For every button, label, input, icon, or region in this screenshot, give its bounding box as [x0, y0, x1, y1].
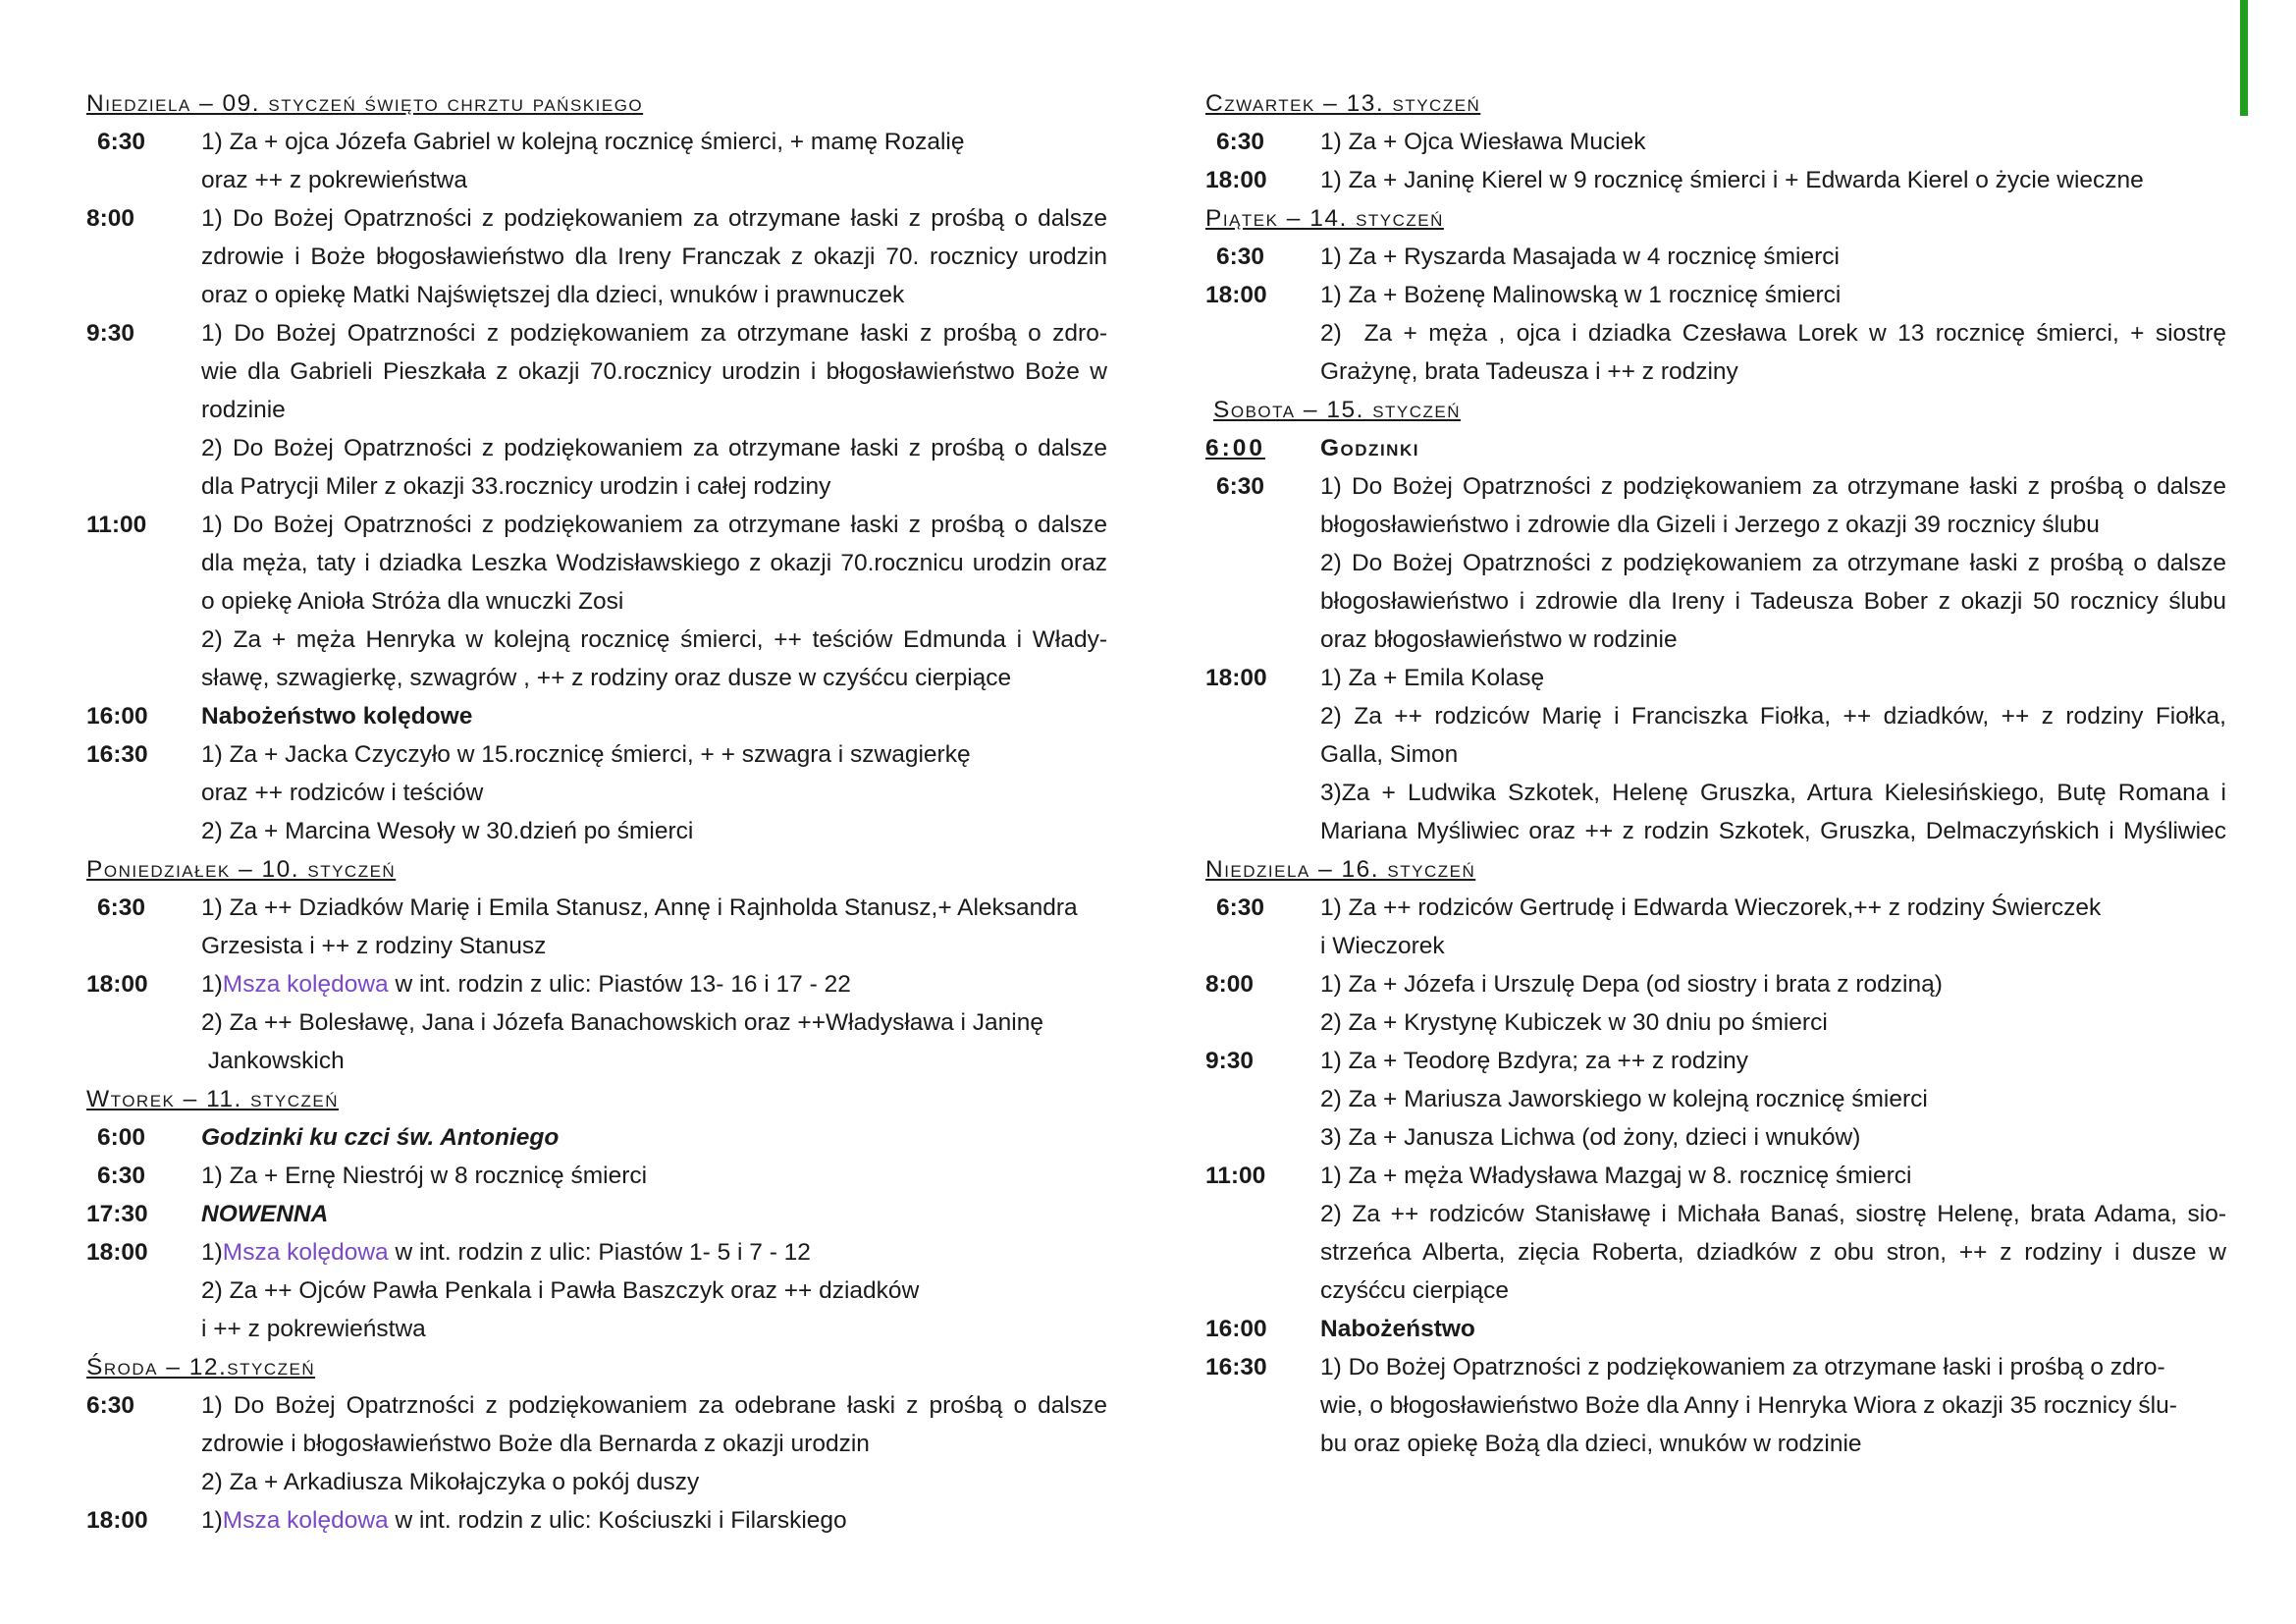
left-column: [86, 84, 1107, 1540]
right-column: [1205, 84, 2226, 1463]
intention-text: 1) Za + Emila Kolasę: [1320, 665, 1545, 691]
intention-text: 2) Za + Mariusza Jaworskiego w kolejną rocznicę śmierci: [1320, 1086, 1928, 1112]
mass-time: 18:00: [1205, 282, 1267, 308]
mass-time: 6:30: [1216, 473, 1265, 500]
intention-text: wie dla Gabrieli Pieszkała z okazji 70.rocznicy urodzin i błogosławieństwo Boże w: [201, 358, 1107, 385]
intention-text: 1)Msza kolędowa w int. rodzin z ulic: Piastów 13- 16 i 17 - 22: [201, 971, 851, 998]
service-text: NOWENNA: [201, 1201, 329, 1227]
mass-time: 18:00: [86, 971, 148, 998]
mass-time: 6:30: [1216, 894, 1265, 921]
mass-time: 16:00: [1205, 1316, 1267, 1342]
mass-time: 18:00: [86, 1507, 148, 1534]
intention-text: zdrowie i błogosławieństwo Boże dla Bernarda z okazji urodzin: [201, 1431, 870, 1457]
mass-time: 11:00: [1205, 1163, 1266, 1189]
intention-text: 1) Za + Teodorę Bzdyra; za ++ z rodziny: [1320, 1048, 1749, 1074]
mass-time: 6:30: [97, 129, 146, 155]
intention-text: 1) Za + Ojca Wiesława Muciek: [1320, 129, 1646, 155]
carol-mass-label: Msza kolędowa: [222, 971, 389, 998]
intention-text: Grażynę, brata Tadeusza i ++ z rodziny: [1320, 358, 1738, 385]
intention-text: i Wieczorek: [1320, 933, 1445, 959]
intention-text: i ++ z pokrewieństwa: [201, 1316, 426, 1342]
intention-text: oraz błogosławieństwo w rodzinie: [1320, 626, 1678, 653]
day-heading-wednesday-12: Środa – 12.styczeń: [86, 1354, 316, 1380]
day-heading-monday-10: Poniedziałek – 10. styczeń: [86, 856, 397, 883]
intention-text: 1)Msza kolędowa w int. rodzin z ulic: Piastów 1- 5 i 7 - 12: [201, 1239, 811, 1266]
service-text: Nabożeństwo kolędowe: [201, 703, 473, 730]
intention-text: 1) Do Bożej Opatrzności z podziękowaniem za odebrane łaski z prośbą o dalsze: [201, 1392, 1107, 1419]
carol-mass-label: Msza kolędowa: [222, 1239, 389, 1266]
intention-text: Mariana Myśliwiec oraz ++ z rodzin Szkotek, Gruszka, Delmaczyńskich i Myśliwiec: [1320, 818, 2226, 844]
intention-text: dla męża, taty i dziadka Leszka Wodzisławskiego z okazji 70.rocznicu urodzin oraz: [201, 550, 1107, 576]
intention-text: 2) Za + Krystynę Kubiczek w 30 dniu po śmierci: [1320, 1009, 1828, 1036]
mass-time: 6:00: [97, 1124, 146, 1151]
intention-text: 1) Za + Bożenę Malinowską w 1 rocznicę śmierci: [1320, 282, 1842, 308]
intention-text: 2) Za ++ rodziców Stanisławę i Michała Banaś, siostrę Helenę, brata Adama, sio-: [1320, 1201, 2226, 1227]
intention-text: bu oraz opiekę Bożą dla dzieci, wnuków w rodzinie: [1320, 1431, 1862, 1457]
mass-time: 6:30: [86, 1392, 135, 1419]
intention-text: 1) Za + Ryszarda Masajada w 4 rocznicę śmierci: [1320, 244, 1840, 270]
intention-text: sławę, szwagierkę, szwagrów , ++ z rodziny oraz dusze w czyśćcu cierpiące: [201, 665, 1012, 691]
intention-text: 1) Za + Jacka Czyczyło w 15.rocznicę śmierci, + + szwagra i szwagierkę: [201, 741, 971, 768]
mass-time: 6:30: [97, 1163, 146, 1189]
intention-text: czyśćcu cierpiące: [1320, 1277, 1509, 1304]
mass-time: 8:00: [1205, 971, 1255, 998]
intention-text: 2) Za ++ Ojców Pawła Penkala i Pawła Baszczyk oraz ++ dziadków: [201, 1277, 920, 1304]
service-text: Nabożeństwo: [1320, 1316, 1475, 1342]
intention-text: 3)Za + Ludwika Szkotek, Helenę Gruszka, Artura Kielesińskiego, Butę Romana i: [1320, 780, 2226, 806]
mass-time: 17:30: [86, 1201, 148, 1227]
intention-text: o opiekę Anioła Stróża dla wnuczki Zosi: [201, 588, 624, 615]
intention-text: błogosławieństwo i zdrowie dla Gizeli i Jerzego z okazji 39 rocznicy ślubu: [1320, 512, 2100, 538]
intention-text: rodzinie: [201, 397, 286, 423]
intention-text: 2) Do Bożej Opatrzności z podziękowaniem za otrzymane łaski z prośbą o dalsze: [201, 435, 1107, 461]
mass-time: 6:00: [1205, 435, 1266, 461]
intention-text: 1) Do Bożej Opatrzności z podziękowaniem za otrzymane łaski z prośbą o zdro-: [201, 320, 1107, 347]
service-text: Godzinki ku czci św. Antoniego: [201, 1124, 560, 1151]
day-heading-sunday-16: Niedziela – 16. styczeń: [1205, 856, 1476, 883]
intention-text: 1) Za ++ Dziadków Marię i Emila Stanusz, Annę i Rajnholda Stanusz,+ Aleksandra: [201, 894, 1078, 921]
intention-text: Grzesista i ++ z rodziny Stanusz: [201, 933, 547, 959]
intention-text: oraz o opiekę Matki Najświętszej dla dzieci, wnuków i prawnuczek: [201, 282, 905, 308]
mass-time: 6:30: [1216, 244, 1265, 270]
service-text: Godzinki: [1320, 435, 1419, 461]
carol-mass-label: Msza kolędowa: [222, 1507, 389, 1534]
intention-text: 1) Do Bożej Opatrzności z podziękowaniem za otrzymane łaski z prośbą o dalsze: [201, 205, 1107, 232]
intention-text: 2) Za ++ rodziców Marię i Franciszka Fiołka, ++ dziadków, ++ z rodziny Fiołka,: [1320, 703, 2226, 730]
intention-text: 1) Za + męża Władysława Mazgaj w 8. rocznicę śmierci: [1320, 1163, 1912, 1189]
mass-time: 18:00: [1205, 665, 1267, 691]
mass-time: 16:00: [86, 703, 148, 730]
day-heading-friday-14: Piątek – 14. styczeń: [1205, 205, 1444, 232]
mass-time: 18:00: [1205, 167, 1267, 193]
intention-text: 1) Za + Ernę Niestrój w 8 rocznicę śmierci: [201, 1163, 648, 1189]
intention-text: oraz ++ z pokrewieństwa: [201, 167, 467, 193]
intention-text: 1) Do Bożej Opatrzności z podziękowaniem za otrzymane łaski z prośbą o dalsze: [201, 512, 1107, 538]
intention-text: strzeńca Alberta, zięcia Roberta, dziadków z obu stron, ++ z rodziny i dusze w: [1320, 1239, 2226, 1266]
intention-text: 1) Za + Józefa i Urszulę Depa (od siostry i brata z rodziną): [1320, 971, 1943, 998]
intention-text: Galla, Simon: [1320, 741, 1459, 768]
intention-text: zdrowie i Boże błogosławieństwo dla Ireny Franczak z okazji 70. rocznicy urodzin: [201, 244, 1107, 270]
intention-text: 2) Za + Marcina Wesoły w 30.dzień po śmierci: [201, 818, 694, 844]
mass-time: 8:00: [86, 205, 135, 232]
mass-time: 9:30: [86, 320, 135, 347]
day-heading-tuesday-11: Wtorek – 11. styczeń: [86, 1086, 340, 1112]
mass-time: 11:00: [86, 512, 147, 538]
mass-time: 18:00: [86, 1239, 148, 1266]
day-heading-sunday-09: Niedziela – 09. styczeń święto chrztu pańskiego: [86, 90, 644, 117]
intention-text: 2) Za + męża , ojca i dziadka Czesława Lorek w 13 rocznicę śmierci, + siostrę: [1320, 320, 2226, 347]
mass-time: 6:30: [1216, 129, 1265, 155]
intention-text: błogosławieństwo i zdrowie dla Ireny i Tadeusza Bober z okazji 50 rocznicy ślubu: [1320, 588, 2226, 615]
intention-text: 1) Do Bożej Opatrzności z podziękowaniem za otrzymane łaski z prośbą o dalsze: [1320, 473, 2226, 500]
day-heading-thursday-13: Czwartek – 13. styczeń: [1205, 90, 1481, 117]
intention-text: 1) Za + Janinę Kierel w 9 rocznicę śmierci i + Edwarda Kierel o życie wieczne: [1320, 167, 2144, 193]
intention-text: 1)Msza kolędowa w int. rodzin z ulic: Kościuszki i Filarskiego: [201, 1507, 847, 1534]
intention-text: 2) Do Bożej Opatrzności z podziękowaniem za otrzymane łaski z prośbą o dalsze: [1320, 550, 2226, 576]
intention-text: oraz ++ rodziców i teściów: [201, 780, 484, 806]
intention-text: 2) Za ++ Bolesławę, Jana i Józefa Banachowskich oraz ++Władysława i Janinę: [201, 1009, 1043, 1036]
intention-text: 2) Za + Arkadiusza Mikołajczyka o pokój duszy: [201, 1469, 700, 1495]
intention-text: 1) Za + ojca Józefa Gabriel w kolejną rocznicę śmierci, + mamę Rozalię: [201, 129, 965, 155]
intention-text: 1) Za ++ rodziców Gertrudę i Edwarda Wieczorek,++ z rodziny Świerczek: [1320, 894, 2102, 921]
mass-time: 6:30: [97, 894, 146, 921]
green-accent-bar: [2240, 0, 2248, 116]
mass-time: 16:30: [86, 741, 148, 768]
intention-text: Jankowskich: [201, 1048, 345, 1074]
intention-text: 3) Za + Janusza Lichwa (od żony, dzieci i wnuków): [1320, 1124, 1861, 1151]
intention-text: wie, o błogosławieństwo Boże dla Anny i Henryka Wiora z okazji 35 rocznicy ślu-: [1320, 1392, 2177, 1419]
day-heading-saturday-15: Sobota – 15. styczeń: [1213, 397, 1462, 423]
intention-text: 1) Do Bożej Opatrzności z podziękowaniem za otrzymane łaski i prośbą o zdro-: [1320, 1354, 2165, 1380]
mass-time: 16:30: [1205, 1354, 1267, 1380]
intention-text: dla Patrycji Miler z okazji 33.rocznicy urodzin i całej rodziny: [201, 473, 831, 500]
mass-time: 9:30: [1205, 1048, 1255, 1074]
intention-text: 2) Za + męża Henryka w kolejną rocznicę śmierci, ++ teściów Edmunda i Włady-: [201, 626, 1107, 653]
